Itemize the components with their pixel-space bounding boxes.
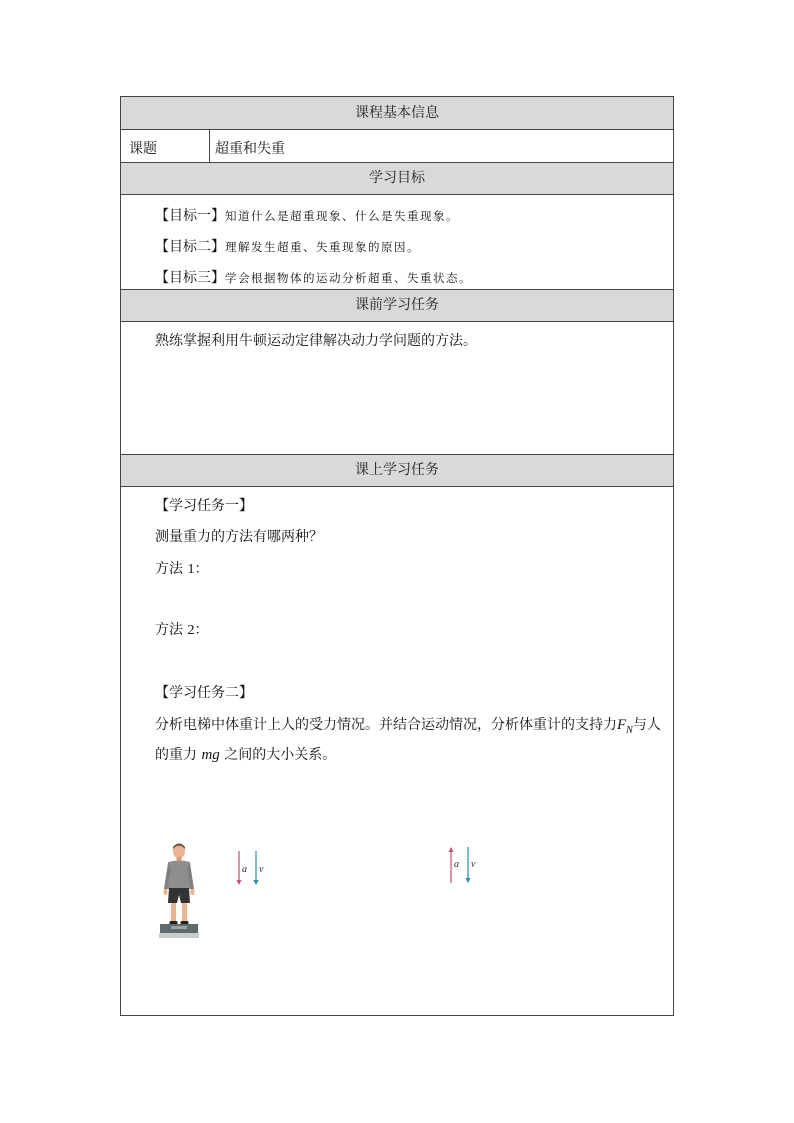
vector-1-a-label: a — [242, 864, 247, 875]
goal-1-tag: 【目标一】 — [155, 208, 225, 224]
method1-num: 1 — [187, 562, 195, 577]
header-goals-text: 学习目标 — [369, 170, 425, 186]
method2-num: 2 — [187, 623, 195, 638]
method1-label: 方法 — [155, 561, 183, 577]
topic-value: 超重和失重 — [215, 141, 285, 157]
task2-line2-a: 的重力 — [155, 747, 197, 763]
weight-symbol: mg — [201, 747, 220, 763]
method1-colon: ： — [194, 561, 209, 577]
topic-label: 课题 — [129, 141, 157, 157]
task1-title: 【学习任务一】 — [155, 498, 253, 514]
task2-line2-b: 之间的大小关系。 — [224, 747, 337, 763]
goal-1 — [155, 205, 459, 225]
person-on-scale-illustration — [157, 841, 201, 943]
support-force-symbol: F — [617, 717, 627, 733]
header-pre-class-text: 课前学习任务 — [355, 297, 439, 313]
topic-divider — [209, 130, 210, 162]
header-in-class — [121, 454, 673, 487]
goal-2 — [155, 236, 420, 256]
header-basic-info-text: 课程基本信息 — [355, 105, 439, 121]
method1 — [155, 558, 208, 578]
task2-line1-a: 分析电梯中体重计上人的受力情况。并结合运动情况，分析体重计的支持力 — [155, 717, 617, 733]
vector-diagram-2 — [443, 845, 487, 885]
task1-question: 测量重力的方法有哪两种？ — [155, 529, 323, 545]
task2-line2 — [155, 744, 336, 764]
goal-2-text: 理解发生超重、失重现象的原因。 — [225, 240, 420, 254]
task2-title: 【学习任务二】 — [155, 685, 253, 701]
vector-diagram-1 — [231, 849, 275, 887]
header-pre-class — [121, 289, 673, 322]
header-basic-info — [121, 97, 673, 130]
vector-2-a-label: a — [454, 859, 459, 870]
header-in-class-text: 课上学习任务 — [355, 462, 439, 478]
support-force-subscript: N — [626, 724, 633, 736]
vector-2-v-label: v — [471, 859, 476, 870]
goal-2-tag: 【目标二】 — [155, 239, 225, 255]
pre-class-text: 熟练掌握利用牛顿运动定律解决动力学问题的方法。 — [155, 333, 477, 349]
goal-3-tag: 【目标三】 — [155, 270, 225, 286]
goal-3 — [155, 267, 472, 287]
task2-line1 — [155, 714, 661, 736]
goal-1-text: 知道什么是超重现象、什么是失重现象。 — [225, 209, 459, 223]
goal-3-text: 学会根据物体的运动分析超重、失重状态。 — [225, 271, 472, 285]
method2-label: 方法 — [155, 622, 183, 638]
vector-1-v-label: v — [259, 864, 264, 875]
topic-row — [121, 130, 673, 163]
task2-line1-b: 与人 — [632, 717, 661, 733]
header-goals — [121, 163, 673, 195]
method2 — [155, 619, 208, 639]
lesson-table — [120, 96, 674, 1016]
method2-colon: ： — [194, 622, 209, 638]
